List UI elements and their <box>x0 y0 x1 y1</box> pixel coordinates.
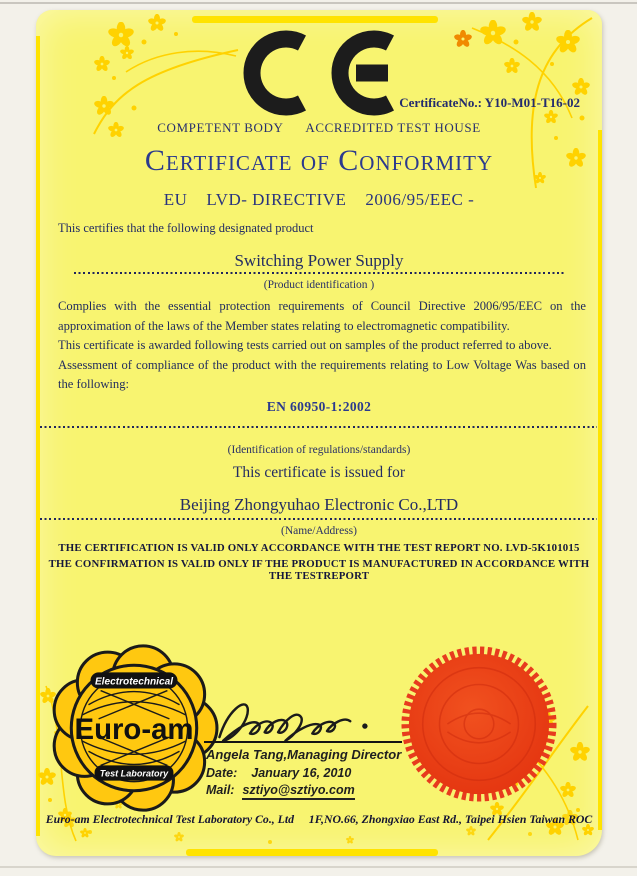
handwritten-signature <box>210 698 400 742</box>
body-paragraph: Complies with the essential protection requirements of Council Directive 2006/95/EEC on the approximation of the laws of the Member states relating to electromagnetic compatibility. <box>58 299 586 333</box>
directive-line: EU LVD- DIRECTIVE 2006/95/EEC - <box>163 190 475 209</box>
dotted-rule-product <box>74 272 564 274</box>
body-paragraph: This certificate is awarded following tests carried out on samples of the product referred to above. <box>58 338 552 352</box>
mail-line <box>206 783 355 797</box>
photo-edge <box>0 866 637 868</box>
certificate-title: Certificate of Conformity <box>144 144 494 177</box>
date-value: January 16, 2010 <box>251 766 352 780</box>
photo-edge <box>0 2 637 4</box>
date-line <box>206 766 351 780</box>
euro-am-seal-name: Euro-am <box>74 713 194 747</box>
certifies-line: This certifies that the following designated product <box>58 221 314 235</box>
issuer-footer-line: Euro-am Electrotechnical Test Laboratory Co., Ltd 1F,NO.66, Zhongxiao East Rd., Taipei Hsien Taiwan ROC <box>45 812 593 826</box>
signatory-name-title: Angela Tang,Managing Director <box>206 747 402 762</box>
signature-rule <box>204 741 402 743</box>
accreditation-line: COMPETENT BODY ACCREDITED TEST HOUSE <box>157 120 481 135</box>
company-caption: (Name/Address) <box>280 525 357 537</box>
red-embossed-seal <box>400 645 558 803</box>
dotted-rule-company <box>40 518 597 520</box>
standard-caption: (Identification of regulations/standards) <box>227 444 411 456</box>
standard-name: EN 60950-1:2002 <box>266 399 372 414</box>
issued-for-line: This certificate is issued for <box>232 464 406 481</box>
product-name: Switching Power Supply <box>234 251 404 270</box>
validity-line-1: THE CERTIFICATION IS VALID ONLY ACCORDANCE WITH THE TEST REPORT NO. LVD-5K101015 <box>58 542 580 554</box>
company-name: Beijing Zhongyuhao Electronic Co.,LTD <box>179 495 459 514</box>
mail-value: sztiyo@sztiyo.com <box>242 783 354 800</box>
validity-line-2: THE CONFIRMATION IS VALID ONLY IF THE PRODUCT IS MANUFACTURED IN ACCORDANCE WITH THE TESTREPORT <box>48 558 590 582</box>
euro-am-seal <box>48 642 220 814</box>
euro-am-seal-bottom-label: Test Laboratory <box>99 768 169 779</box>
body-paragraphs <box>58 297 586 395</box>
body-paragraph: Assessment of compliance of the product with the requirements relating to Low Voltage Was based on the following: <box>58 357 586 391</box>
mail-label: Mail: <box>206 783 235 797</box>
date-label: Date: <box>206 766 238 780</box>
certificate-number: CertificateNo.: Y10-M01-T16-02 <box>399 95 580 110</box>
product-caption: (Product identification ) <box>263 279 375 291</box>
dotted-rule-standard <box>40 426 597 428</box>
euro-am-seal-top-label: Electrotechnical <box>94 676 174 688</box>
